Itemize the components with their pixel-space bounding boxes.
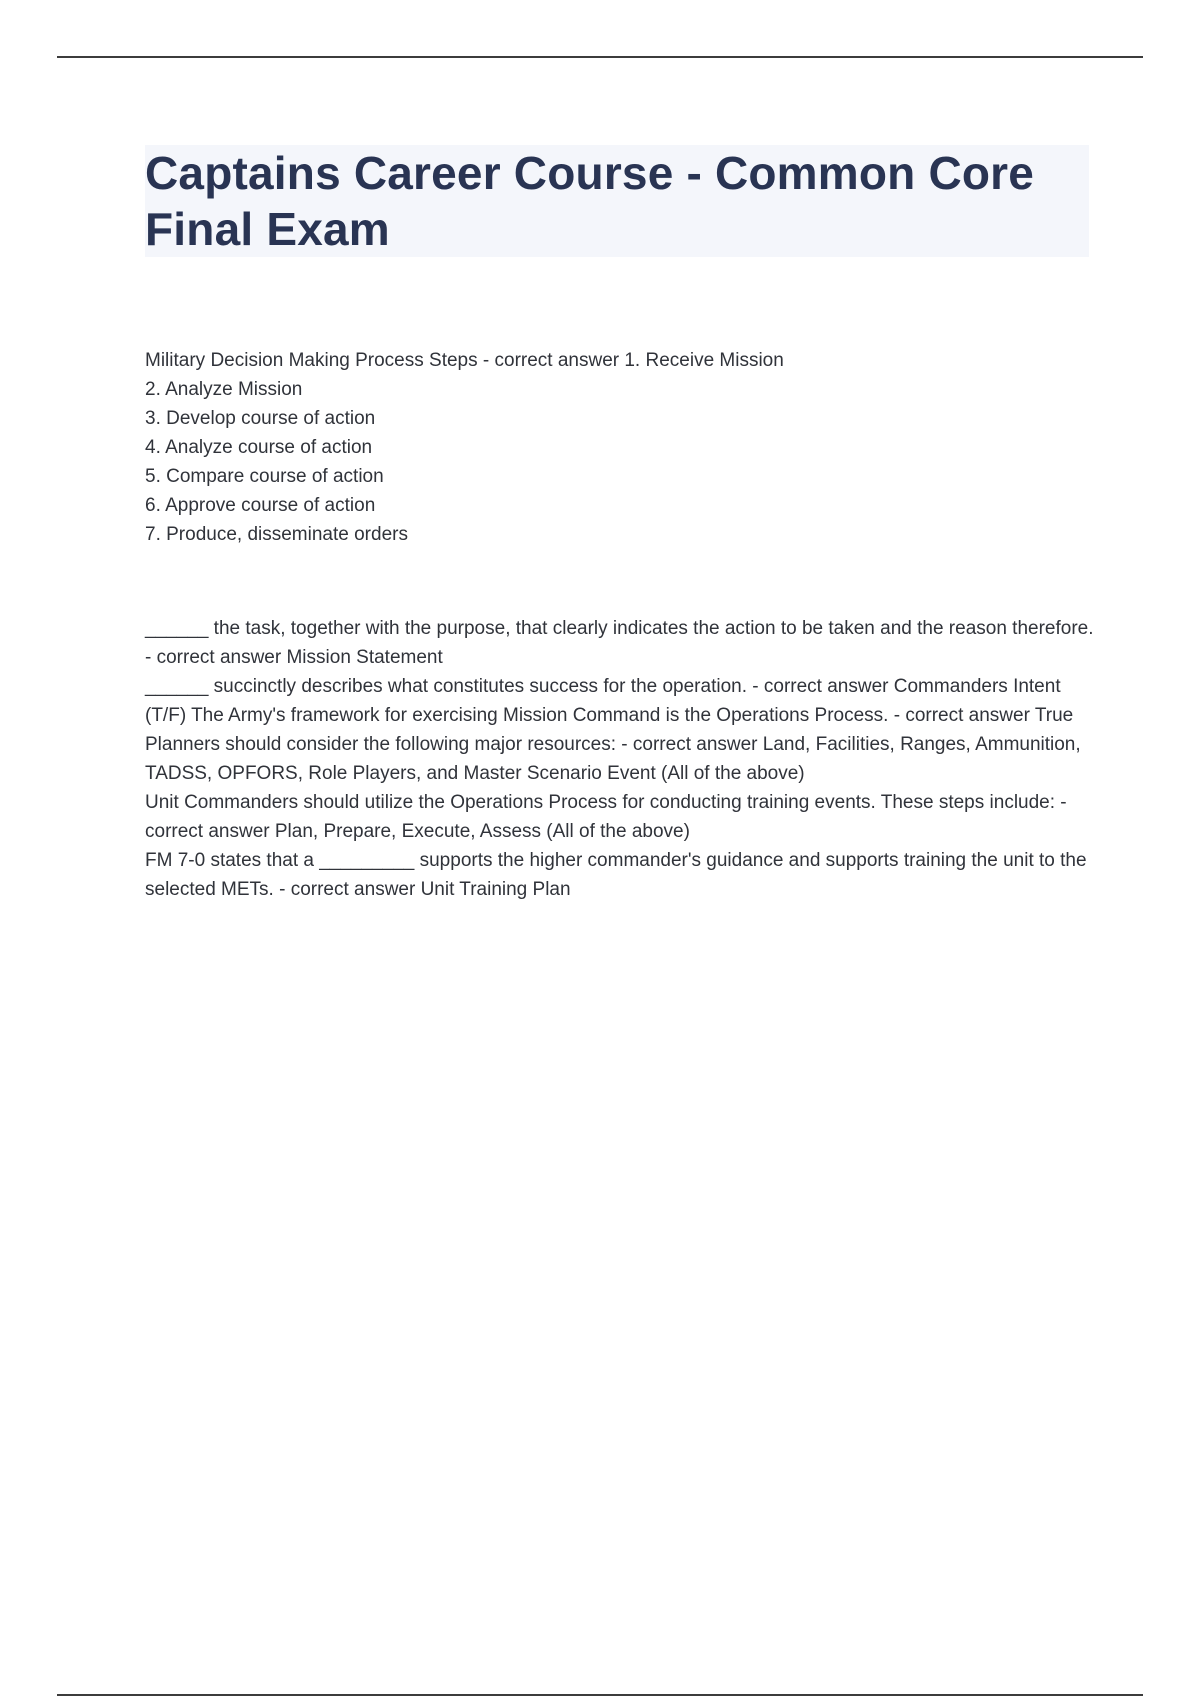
list-item: 3. Develop course of action (145, 408, 376, 429)
top-divider (57, 56, 1143, 58)
question-block: (T/F) The Army's framework for exercising Mission Command is the Operations Process. - correct answer True (145, 705, 1074, 726)
bottom-divider (57, 1694, 1143, 1696)
list-item: 4. Analyze course of action (145, 437, 373, 458)
list-item: 2. Analyze Mission (145, 379, 303, 400)
question-block: Planners should consider the following major resources: - correct answer Land, Facilities, Ranges, Ammunition, TADSS, OPFORS, Role Players, and Master Scenario Event (All of the above) (145, 734, 1081, 784)
document-body (145, 346, 1095, 904)
list-item: 6. Approve course of action (145, 495, 376, 516)
list-item: 7. Produce, disseminate orders (145, 524, 408, 545)
question-block: ______ the task, together with the purpose, that clearly indicates the action to be taken and the reason therefore. - correct answer Mission Statement (145, 618, 1094, 668)
question-block: ______ succinctly describes what constitutes success for the operation. - correct answer Commanders Intent (145, 676, 1061, 697)
question-text: Military Decision Making Process Steps - correct answer 1. Receive Mission (145, 350, 784, 371)
question-block: FM 7-0 states that a _________ supports the higher commander's guidance and supports training the unit to the selected METs. - correct answer Unit Training Plan (145, 850, 1087, 900)
question-block-mdmp (145, 346, 1095, 549)
title-banner (145, 145, 1089, 257)
question-block: Unit Commanders should utilize the Operations Process for conducting training events. These steps include: - correct answer Plan, Prepare, Execute, Assess (All of the above) (145, 792, 1067, 842)
document-title: Captains Career Course - Common Core Final Exam (145, 147, 1035, 255)
list-item: 5. Compare course of action (145, 466, 384, 487)
